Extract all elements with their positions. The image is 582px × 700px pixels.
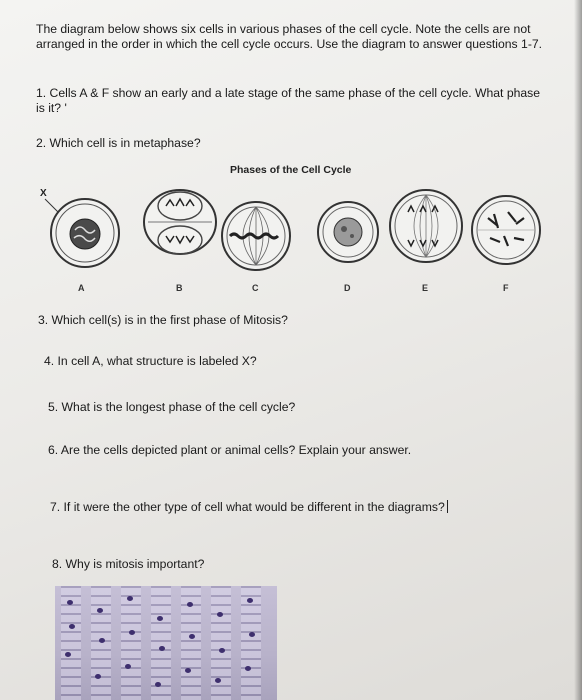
cell-label-d: D (344, 283, 351, 293)
intro-paragraph: The diagram below shows six cells in various phases of the cell cycle. Note the cells are not arranged in the order in which the cell cycle occurs. Use the diagram to answer questions 1-7. (36, 22, 543, 51)
cell-label-b: B (176, 283, 183, 293)
cell-label-e: E (422, 283, 429, 293)
diagram-title: Phases of the Cell Cycle (230, 164, 352, 176)
cell-f (472, 196, 540, 264)
cell-label-c: C (252, 283, 259, 293)
root-tip-micrograph (55, 586, 277, 700)
cell-a (51, 199, 119, 267)
question-3: 3. Which cell(s) is in the first phase of Mitosis? (38, 313, 288, 327)
cell-e (390, 190, 462, 262)
question-7-text: 7. If it were the other type of cell what would be different in the diagrams? (50, 500, 445, 514)
cell-label-a: A (78, 283, 85, 293)
question-8: 8. Why is mitosis important? (52, 557, 205, 571)
question-2: 2. Which cell is in metaphase? (36, 136, 201, 150)
cell-c (222, 202, 290, 270)
cell-cycle-diagram (30, 178, 550, 298)
cell-b (144, 190, 216, 254)
question-6: 6. Are the cells depicted plant or animal cells? Explain your answer. (48, 443, 412, 457)
text-cursor (447, 500, 448, 513)
question-7 (50, 500, 448, 515)
question-4: 4. In cell A, what structure is labeled X? (44, 354, 257, 368)
pointer-label-x: X (40, 188, 47, 199)
cell-d (318, 202, 378, 262)
cell-label-f: F (503, 283, 509, 293)
question-5: 5. What is the longest phase of the cell cycle? (48, 400, 296, 414)
question-1: 1. Cells A & F show an early and a late stage of the same phase of the cell cycle. What phase is it? ' (36, 86, 541, 115)
